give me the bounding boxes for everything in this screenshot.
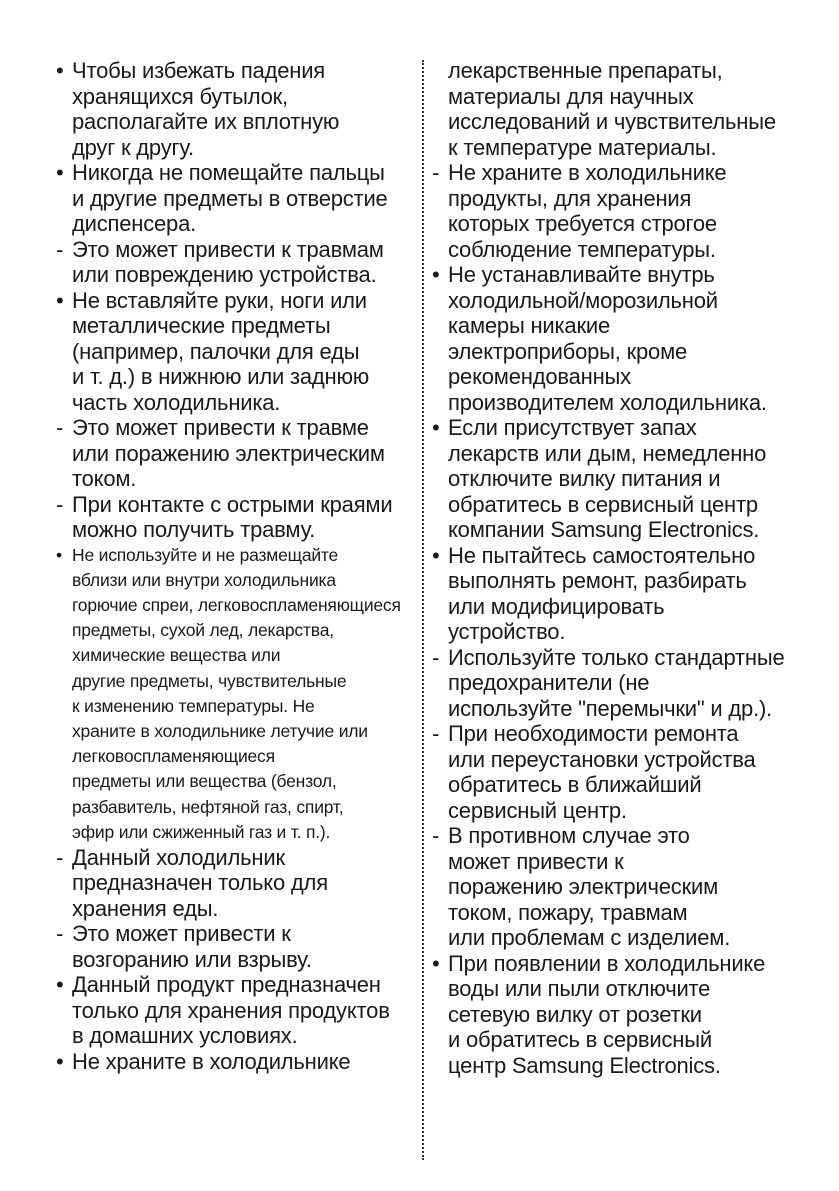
- list-item: [432, 721, 792, 823]
- bullet-icon: •: [432, 950, 440, 976]
- list-item-text: При контакте с острыми краями можно получить травму.: [72, 491, 393, 542]
- list-item-text: Не пытайтесь самостоятельно выполнять ремонт, разбирать или модифицировать устройство.: [448, 542, 756, 644]
- list-item-text: Данный продукт предназначен только для хранения продуктов в домашних условиях.: [72, 972, 390, 1049]
- list-item: [56, 543, 416, 845]
- list-item: [56, 972, 416, 1049]
- dash-marker: -: [432, 721, 440, 746]
- list-item: [56, 1049, 416, 1075]
- list-item-text: Не храните в холодильнике: [72, 1048, 351, 1074]
- list-item: [432, 543, 792, 645]
- list-item-text: Данный холодильник предназначен только для хранения еды.: [72, 844, 328, 921]
- list-item: [432, 415, 792, 543]
- list-item: [432, 160, 792, 262]
- bullet-icon: •: [432, 415, 440, 440]
- bullet-icon: •: [56, 1048, 64, 1074]
- list-item-text: Не вставляйте руки, ноги или металлические предметы (например, палочки для еды и т. д.) в нижнюю или заднюю часть холодильника.: [72, 287, 370, 415]
- list-item-text: Это может привести к травме или поражению электрическим током.: [72, 415, 385, 491]
- list-item: [432, 645, 792, 722]
- list-item: [56, 288, 416, 416]
- list-item-text: Не используйте и не размещайте вблизи или внутри холодильника горючие спреи, легковоспламеняющиеся предметы, сухой лед, лекарства, химические вещества или другие предметы, чувствительные к изменению температуры. Не храните в холодильнике летучие или легковоспламеняющиеся предметы или вещества (бензол, разбавитель, нефтяной газ, спирт, эфир или сжиженный газ и т. п.).: [72, 544, 401, 842]
- list-item-text: Используйте только стандартные предохранители (не используйте "перемычки" и др.).: [448, 644, 785, 721]
- bullet-icon: •: [56, 972, 64, 998]
- bullet-icon: •: [56, 58, 64, 83]
- list-item: [432, 951, 792, 1079]
- list-item-text: Не устанавливайте внутрь холодильной/морозильной камеры никакие электроприборы, кроме рекомендованных производителем холодильника.: [448, 262, 767, 415]
- list-item-text: Это может привести к травмам или повреждению устройства.: [72, 236, 384, 287]
- list-item: [432, 58, 792, 160]
- list-item-text: В противном случае это может привести к поражению электрическим током, пожару, травмам или проблемам с изделием.: [448, 823, 731, 950]
- list-item-text: При появлении в холодильнике воды или пыли отключите сетевую вилку от розетки и обратитесь в сервисный центр Samsung Electronics.: [448, 950, 766, 1078]
- dash-marker: -: [56, 415, 64, 440]
- column-divider: [422, 60, 424, 1160]
- list-item-text: Если присутствует запах лекарств или дым, немедленно отключите вилку питания и обратитесь в сервисный центр компании Samsung Electronics.: [448, 415, 767, 542]
- dash-marker: -: [56, 844, 64, 870]
- list-item: [56, 160, 416, 237]
- dash-marker: -: [56, 921, 64, 947]
- list-item: [56, 58, 416, 160]
- list-item-text: При необходимости ремонта или переустановки устройства обратитесь в ближайший сервисный центр.: [448, 721, 756, 823]
- list-item: [56, 492, 416, 543]
- bullet-icon: •: [432, 542, 440, 568]
- list-item: [432, 823, 792, 951]
- dash-marker: -: [432, 644, 440, 670]
- list-item-text: Никогда не помещайте пальцы и другие предметы в отверстие диспенсера.: [72, 160, 388, 236]
- list-item: [56, 921, 416, 972]
- dash-marker: -: [56, 236, 64, 262]
- left-column: [56, 58, 416, 1074]
- dash-marker: -: [56, 491, 64, 517]
- list-item: [56, 237, 416, 288]
- list-item: [56, 845, 416, 922]
- list-item-text: Чтобы избежать падения хранящихся бутылок, располагайте их вплотную друг к другу.: [72, 58, 340, 160]
- list-item-text: Не храните в холодильнике продукты, для хранения которых требуется строгое соблюдение температуры.: [448, 160, 727, 262]
- bullet-icon: •: [56, 544, 62, 565]
- list-item-text: Это может привести к возгоранию или взрыву.: [72, 921, 312, 972]
- list-item: [432, 262, 792, 415]
- list-item-text: лекарственные препараты, материалы для научных исследований и чувствительные к температуре материалы.: [448, 58, 776, 160]
- bullet-icon: •: [56, 160, 64, 185]
- bullet-icon: •: [432, 262, 440, 287]
- dash-marker: -: [432, 823, 440, 848]
- bullet-icon: •: [56, 287, 64, 313]
- right-column: [432, 58, 792, 1078]
- list-item: [56, 415, 416, 492]
- dash-marker: -: [432, 160, 440, 185]
